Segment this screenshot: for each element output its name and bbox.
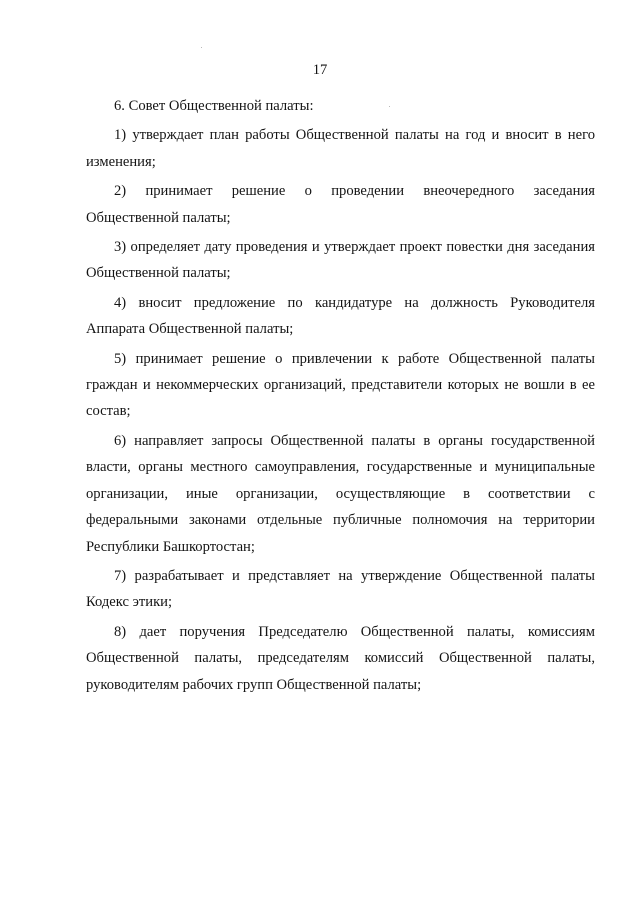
section-heading: 6. Совет Общественной палаты: (114, 98, 314, 114)
document-body (86, 93, 595, 701)
scan-speck (201, 47, 202, 48)
list-item: 4) вносит предложение по кандидатуре на должность Руководителя Аппарата Общественной палаты; (86, 294, 595, 338)
list-item: 7) разрабатывает и представляет на утверждение Общественной палаты Кодекс этики; (86, 567, 595, 611)
list-item: 3) определяет дату проведения и утверждает проект повестки дня заседания Общественной палаты; (86, 239, 595, 282)
list-item: 6) направляет запросы Общественной палаты в органы государственной власти, органы местного самоуправления, государственные и муниципальные организации, иные организации, осуществляющие в соответствии с федеральными законами отдельные публичные полномочия на территории Республики Башкортостан; (86, 432, 595, 555)
page-number: 17 (312, 62, 328, 78)
list-item: 5) принимает решение о привлечении к работе Общественной палаты граждан и некоммерческих организаций, представители которых не вошли в ее состав; (86, 350, 595, 420)
list-item: 8) дает поручения Председателю Общественной палаты, комиссиям Общественной палаты, председателям комиссий Общественной палаты, руководителям рабочих групп Общественной палаты; (86, 623, 595, 693)
list-item: 1) утверждает план работы Общественной палаты на год и вносит в него изменения; (86, 127, 595, 170)
list-item: 2) принимает решение о проведении внеочередного заседания Общественной палаты; (86, 183, 595, 226)
